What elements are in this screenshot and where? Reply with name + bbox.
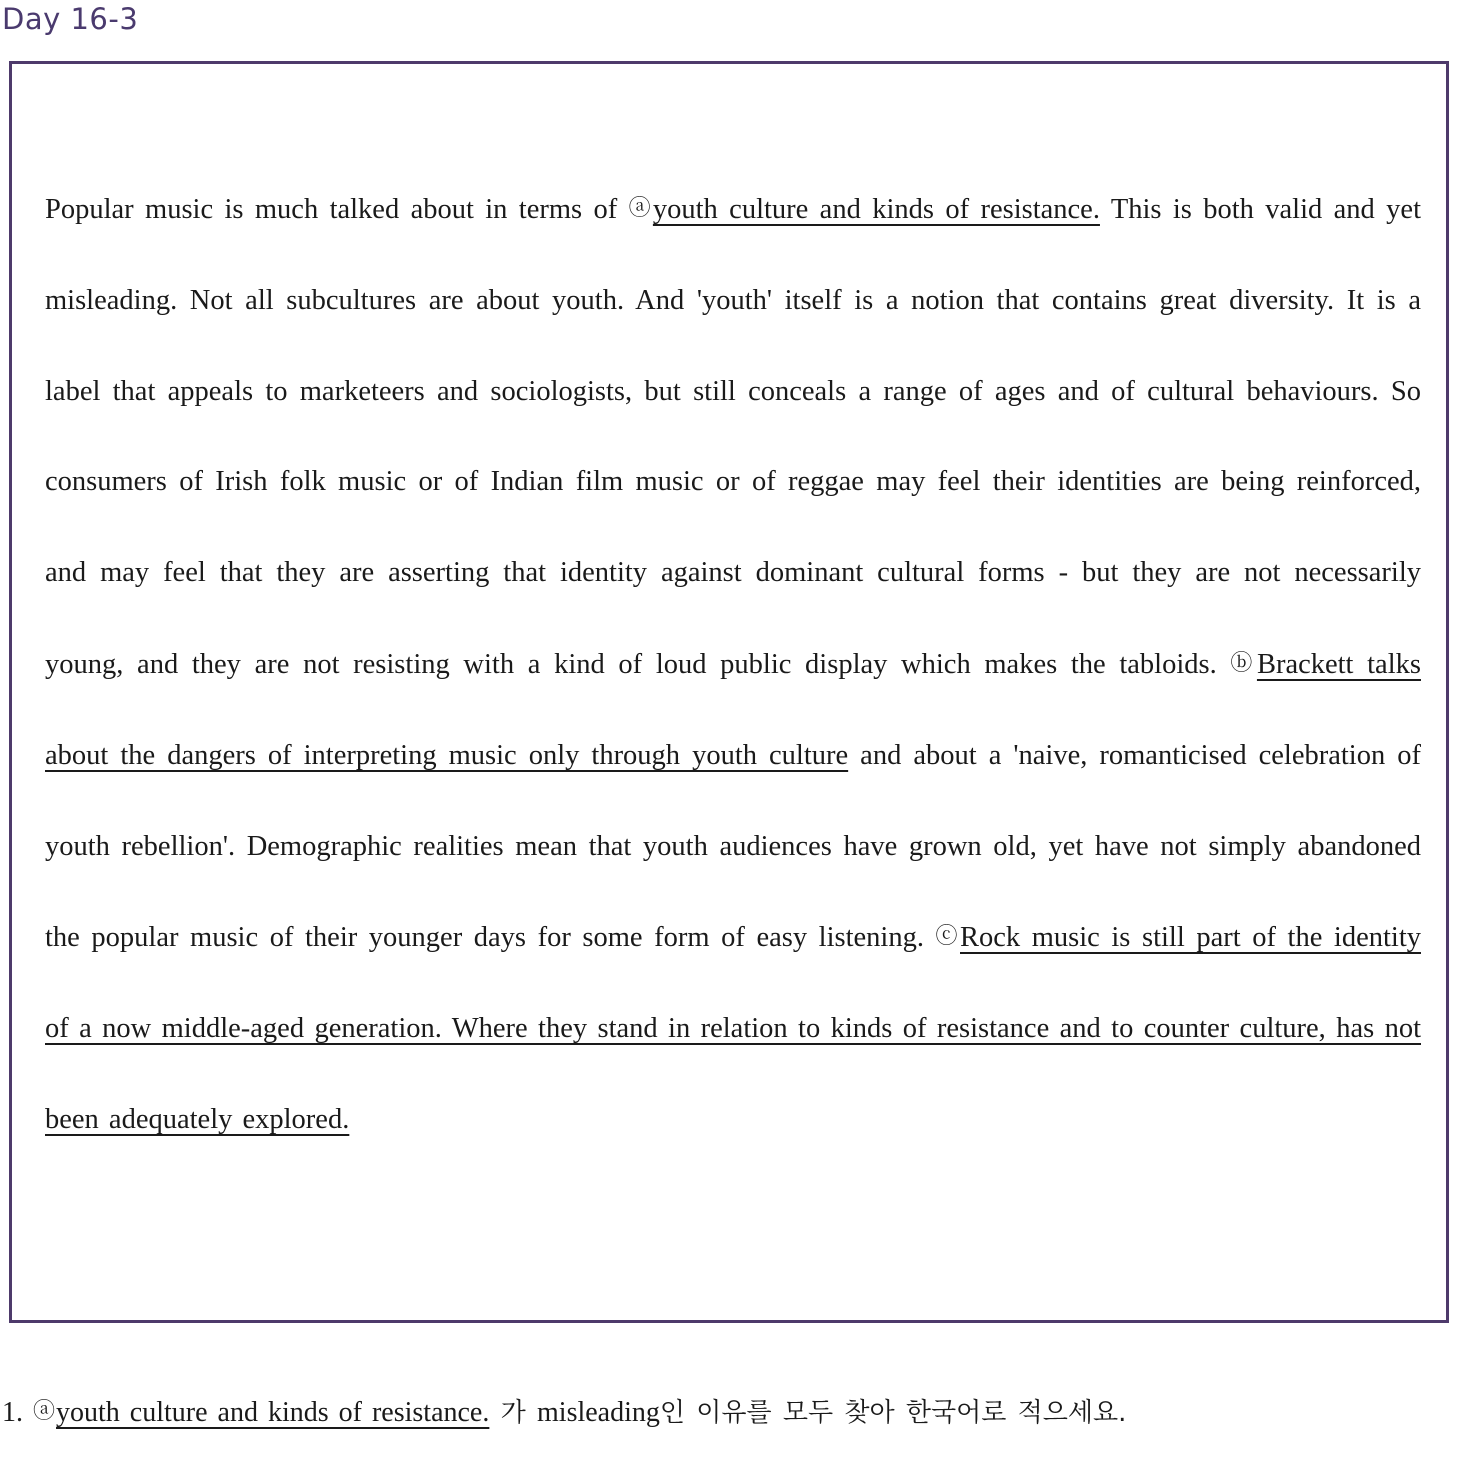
question-instruction: 인 이유를 모두 찾아 한국어로 적으세요. [659, 1398, 1127, 1428]
question-particle: 가 [489, 1398, 538, 1428]
passage-box [9, 61, 1449, 1323]
marker-b: ⓑ [1230, 650, 1256, 676]
passage-segment-2: This is both valid and yet misleading. Not all subcultures are about youth. And 'youth' itself is a notion that contains great diversity. It is a label that appeals to marketeers and sociologists, but still conceals a range of ages and of cultural behaviours. So consumers of Irish folk music or of Indian film music or of reggae may feel their identities are being reinforced, and may feel that they are asserting that identity against dominant cultural forms - but they are not necessarily young, and they are not resisting with a kind of loud public display which makes the tabloids. [45, 194, 1421, 680]
question-underlined-phrase: youth culture and kinds of resistance. [56, 1397, 490, 1428]
underlined-phrase-b: Brackett talks about the dangers of interpreting music only through youth culture [45, 648, 1421, 771]
question-1 [2, 1392, 1126, 1429]
question-marker-a: ⓐ [33, 1399, 56, 1424]
marker-c: ⓒ [935, 924, 959, 950]
underlined-phrase-c: Rock music is still part of the identity of a now middle-aged generation. Where they stand in relation to kinds of resistance and to counter culture, has not been adequately explored. [45, 922, 1421, 1135]
passage-segment-3: and about a 'naive, romanticised celebration of youth rebellion'. Demographic realities mean that youth audiences have grown old, yet have not simply abandoned the popular music of their younger days for some form of easy listening. [45, 739, 1421, 954]
question-number: 1. [2, 1397, 23, 1428]
passage-text [45, 164, 1421, 1166]
question-keyword: misleading [537, 1397, 660, 1428]
passage-segment-1: Popular music is much talked about in terms of [45, 194, 629, 225]
underlined-phrase-a: youth culture and kinds of resistance. [652, 194, 1100, 225]
page-title: Day 16-3 [2, 2, 139, 36]
marker-a: ⓐ [628, 196, 652, 221]
